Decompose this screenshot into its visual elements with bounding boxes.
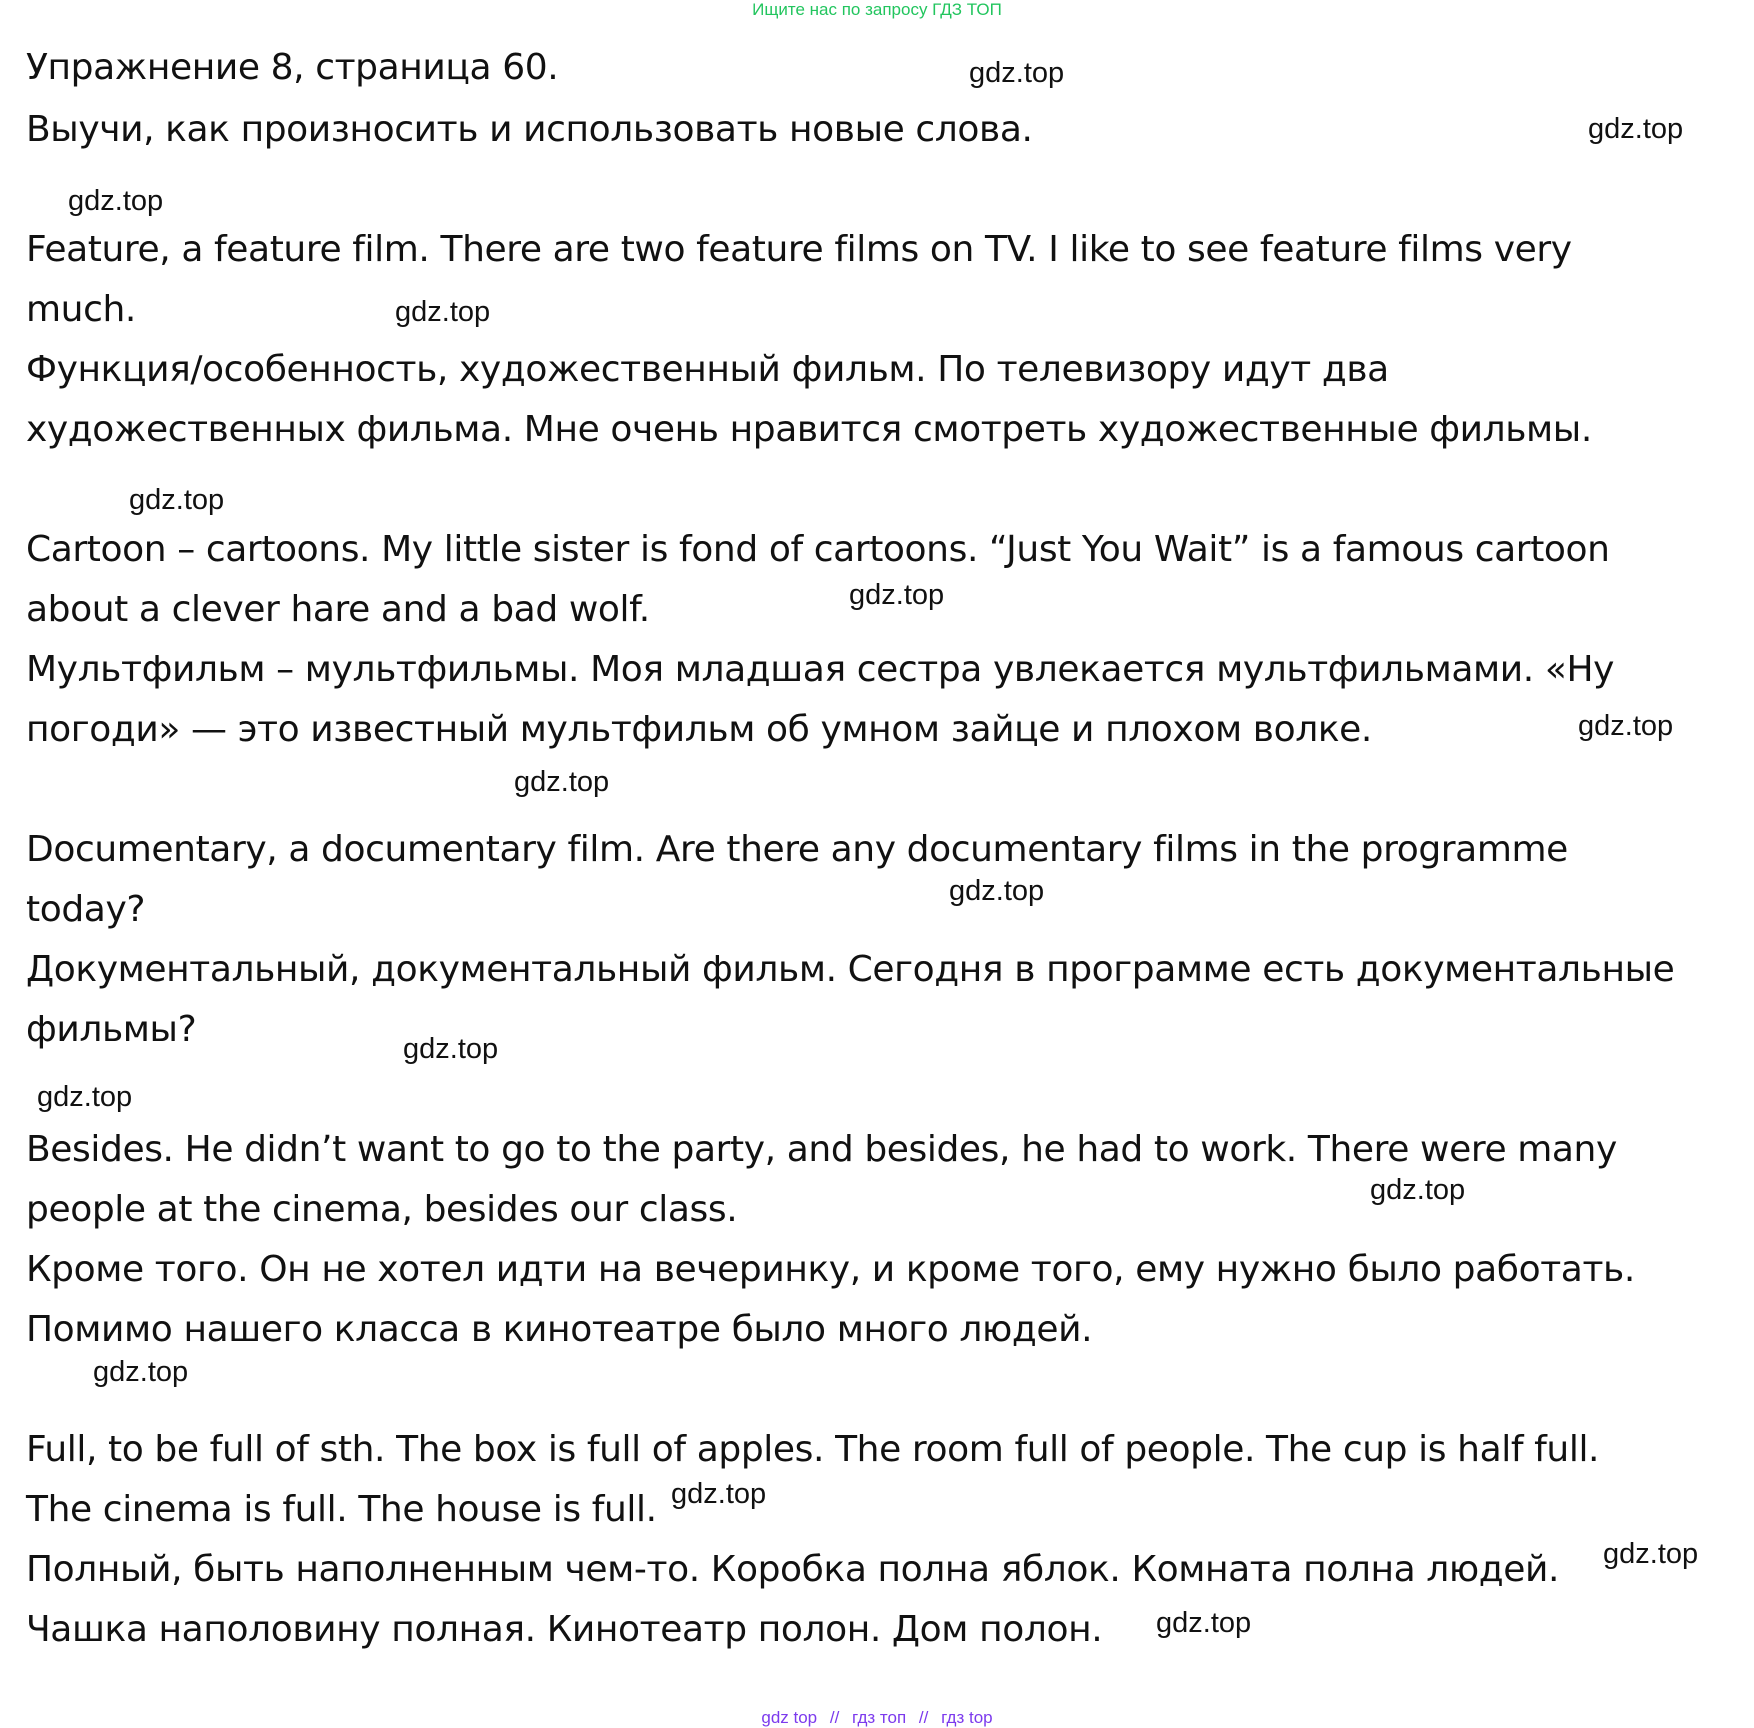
watermark: gdz.top	[129, 484, 225, 516]
entry-4-ru-line-2: Помимо нашего класса в кинотеатре было много людей.	[26, 1309, 1093, 1350]
watermark: gdz.top	[949, 875, 1045, 907]
watermark: gdz.top	[671, 1478, 767, 1510]
watermark: gdz.top	[849, 579, 945, 611]
watermark: gdz.top	[403, 1033, 499, 1065]
entry-2-en-line-1: Cartoon – cartoons. My little sister is fond of cartoons. “Just You Wait” is a famous cartoon	[26, 529, 1610, 570]
entry-3-en-line-1: Documentary, a documentary film. Are there any documentary films in the programme	[26, 829, 1568, 870]
top-search-hint-link[interactable]: Ищите нас по запросу ГДЗ ТОП	[752, 0, 1002, 19]
entry-3-ru-line-2: фильмы?	[26, 1009, 197, 1050]
entry-5-ru-line-1: Полный, быть наполненным чем-то. Коробка полна яблок. Комната полна людей.	[26, 1549, 1560, 1590]
exercise-instruction: Выучи, как произносить и использовать новые слова.	[26, 109, 1033, 150]
entry-1-ru-line-2: художественных фильма. Мне очень нравится смотреть художественные фильмы.	[26, 409, 1592, 450]
entry-5-en-line-2: The cinema is full. The house is full.	[26, 1489, 657, 1530]
watermark: gdz.top	[93, 1356, 189, 1388]
watermark: gdz.top	[969, 57, 1065, 89]
entry-1-en-line-2: much.	[26, 289, 136, 330]
entry-5-ru-line-2: Чашка наполовину полная. Кинотеатр полон. Дом полон.	[26, 1609, 1103, 1650]
entry-1-en-line-1: Feature, a feature film. There are two feature films on TV. I like to see feature films very	[26, 229, 1572, 270]
entry-2-ru-line-2: погоди» — это известный мультфильм об умном зайце и плохом волке.	[26, 709, 1372, 750]
footer-link-gdz-top-ru[interactable]: гдз топ	[852, 1708, 907, 1727]
entry-2-en-line-2: about a clever hare and a bad wolf.	[26, 589, 650, 630]
entry-4-en-line-2: people at the cinema, besides our class.	[26, 1189, 738, 1230]
watermark: gdz.top	[1156, 1607, 1252, 1639]
entry-3-en-line-2: today?	[26, 889, 146, 930]
entry-4-en-line-1: Besides. He didn’t want to go to the party, and besides, he had to work. There were many	[26, 1129, 1617, 1170]
footer-link-gdz-top[interactable]: gdz top	[761, 1708, 818, 1727]
watermark: gdz.top	[1588, 113, 1684, 145]
entry-5-en-line-1: Full, to be full of sth. The box is full of apples. The room full of people. The cup is half full.	[26, 1429, 1600, 1470]
exercise-title: Упражнение 8, страница 60.	[26, 47, 559, 88]
footer-separator: //	[918, 1708, 929, 1727]
entry-3-ru-line-1: Документальный, документальный фильм. Сегодня в программе есть документальные	[26, 949, 1675, 990]
watermark: gdz.top	[1370, 1174, 1466, 1206]
entry-4-ru-line-1: Кроме того. Он не хотел идти на вечеринку, и кроме того, ему нужно было работать.	[26, 1249, 1635, 1290]
watermark: gdz.top	[1578, 710, 1674, 742]
footer-separator: //	[829, 1708, 840, 1727]
footer-links	[0, 1708, 1754, 1728]
entry-1-ru-line-1: Функция/особенность, художественный фильм. По телевизору идут два	[26, 349, 1389, 390]
watermark: gdz.top	[68, 185, 164, 217]
watermark: gdz.top	[1603, 1538, 1699, 1570]
watermark: gdz.top	[514, 766, 610, 798]
footer-link-gdz-top-mixed[interactable]: гдз top	[941, 1708, 993, 1727]
watermark: gdz.top	[37, 1081, 133, 1113]
entry-2-ru-line-1: Мультфильм – мультфильмы. Моя младшая сестра увлекается мультфильмами. «Ну	[26, 649, 1615, 690]
watermark: gdz.top	[395, 296, 491, 328]
